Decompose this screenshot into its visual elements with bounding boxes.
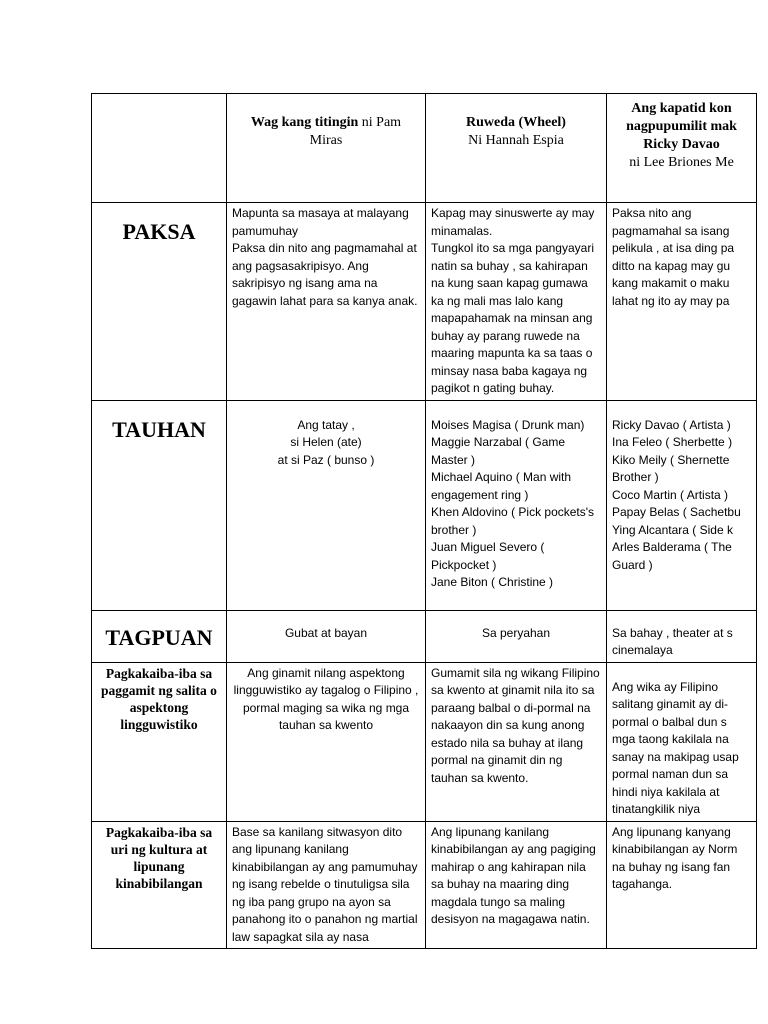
tagpuan-ang-kapatid: Sa bahay , theater at s cinemalaya <box>607 610 757 662</box>
row-label-lingguwistiko: Pagkakaiba-iba sa paggamit ng salita o aspektong lingguwistiko <box>92 662 227 821</box>
header-wag-kang-titingin <box>227 94 426 203</box>
comparison-table <box>91 93 757 949</box>
col4-title-l2: nagpupumilit mak <box>626 119 737 134</box>
row-label-kultura: Pagkakaiba-iba sa uri ng kultura at lipunang kinabibilangan <box>92 821 227 949</box>
lingguwistiko-ruweda: Gumamit sila ng wikang Filipino sa kwento at ginamit nila ito sa paraang balbal o di-pormal na nakaayon din sa kung anong estado nila sa buhay at ilang pormal na ginamit din ng tauhan sa kwento. <box>426 662 607 821</box>
header-row <box>92 94 757 203</box>
col3-title: Ruweda (Wheel) <box>466 115 566 130</box>
col4-author: ni Lee Briones Me <box>629 155 734 170</box>
header-ang-kapatid <box>607 94 757 203</box>
tauhan-ruweda: Moises Magisa ( Drunk man) Maggie Narzabal ( Game Master ) Michael Aquino ( Man with engagement ring ) Khen Aldovino ( Pick pockets's brother ) Juan Miguel Severo ( Pickpocket ) Jane Biton ( Christine ) <box>426 400 607 610</box>
row-paksa <box>92 203 757 401</box>
paksa-wag-kang-titingin: Mapunta sa masaya at malayang pamumuhay Paksa din nito ang pagmamahal at ang pagsasakripisyo. Ang sakripisyo ng isang ama na gagawin lahat para sa kanya anak. <box>227 203 426 401</box>
row-kultura <box>92 821 757 949</box>
header-empty-cell <box>92 94 227 203</box>
col2-title: Wag kang titingin <box>250 115 359 130</box>
row-label-paksa: PAKSA <box>92 203 227 401</box>
col3-author: Ni Hannah Espia <box>468 133 564 148</box>
tauhan-ang-kapatid: Ricky Davao ( Artista ) Ina Feleo ( Sherbette ) Kiko Meily ( Shernette Brother ) Coco Martin ( Artista ) Papay Belas ( Sachetbu Ying Alcantara ( Side k Arles Balderama ( The Guard ) <box>607 400 757 610</box>
lingguwistiko-ang-kapatid: Ang wika ay Filipino salitang ginamit ay di- pormal o balbal dun s mga taong kakilala na sanay na makipag usap pormal naman dun sa hindi niya kakilala at tinatangkilik niya <box>607 662 757 821</box>
col4-title-l3: Ricky Davao <box>643 137 720 152</box>
kultura-ruweda: Ang lipunang kanilang kinabibilangan ay ang pagiging mahirap o ang kahirapan nila sa buhay na maaring ding magdala tungo sa maling desisyon na magagawa natin. <box>426 821 607 949</box>
col2-author-line2: Miras <box>309 133 343 148</box>
tauhan-wag-kang-titingin: Ang tatay , si Helen (ate) at si Paz ( bunso ) <box>227 400 426 610</box>
col2-author-inline: ni Pam <box>358 115 402 130</box>
tagpuan-ruweda: Sa peryahan <box>426 610 607 662</box>
paksa-ruweda: Kapag may sinuswerte ay may minamalas. Tungkol ito sa mga pangyayari natin sa buhay , sa kahirapan na kung saan kapag gumawa ka ng mali mas lalo kang mapapahamak na minsan ang buhay ay parang ruwede na maaring mapunta ka sa taas o minsay nasa baba kagaya ng pagikot n gating buhay. <box>426 203 607 401</box>
col4-title-l1: Ang kapatid kon <box>631 101 732 116</box>
kultura-ang-kapatid: Ang lipunang kanyang kinabibilangan ay Norm na buhay ng isang fan tagahanga. <box>607 821 757 949</box>
header-ruweda <box>426 94 607 203</box>
row-lingguwistiko <box>92 662 757 821</box>
kultura-wag-kang-titingin: Base sa kanilang sitwasyon dito ang lipunang kanilang kinabibilangan ay ang pamumuhay ng isang rebelde o tinutuligsa sila ng iba pang grupo na ayon sa panahong ito o panahon ng martial law sapagkat sila ay nasa <box>227 821 426 949</box>
lingguwistiko-wag-kang-titingin: Ang ginamit nilang aspektong lingguwistiko ay tagalog o Filipino , pormal maging sa wika ng mga tauhan sa kwento <box>227 662 426 821</box>
row-label-tauhan: TAUHAN <box>92 400 227 610</box>
row-tagpuan <box>92 610 757 662</box>
paksa-ang-kapatid: Paksa nito ang pagmamahal sa isang pelikula , at isa ding pa ditto na kapag may gu kang makamit o maku lahat ng ito ay may pa <box>607 203 757 401</box>
tagpuan-wag-kang-titingin: Gubat at bayan <box>227 610 426 662</box>
row-tauhan <box>92 400 757 610</box>
row-label-tagpuan: TAGPUAN <box>92 610 227 662</box>
